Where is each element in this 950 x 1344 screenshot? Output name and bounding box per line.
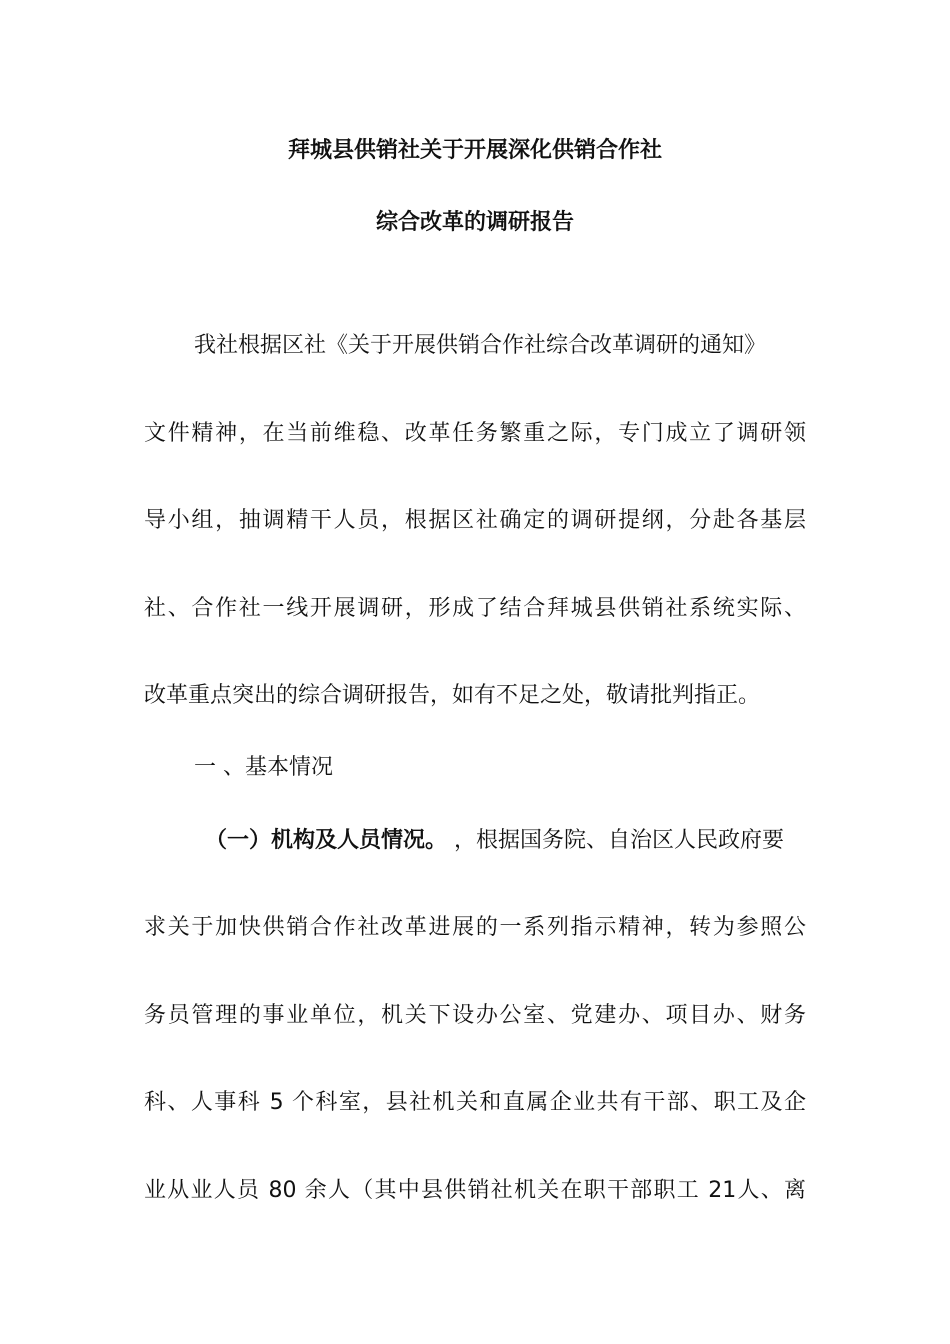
document-title-line-1: 拜城县供销社关于开展深化供销合作社 [287,138,662,163]
paragraph-2-line-2: 务员管理的事业单位，机关下设办公室、党建办、项目办、财务 [144,1003,806,1028]
paragraph-2-line-3: 科、人事科 5 个科室，县社机关和直属企业共有干部、职工及企 [144,1090,806,1115]
document-title-line-2: 综合改革的调研报告 [375,210,574,235]
paragraph-1-line-1: 我社根据区社《关于开展供销合作社综合改革调研的通知》 [194,333,767,358]
section-1-heading: 一 、基本情况 [194,755,333,780]
paragraph-1-line-4: 社、合作社一线开展调研，形成了结合拜城县供销社系统实际、 [144,596,806,621]
paragraph-2-line-1: 求关于加快供销合作社改革进展的一系列指示精神，转为参照公 [144,915,806,940]
subsection-1-first-line-text: ，根据国务院、自治区人民政府要 [447,828,785,853]
subsection-1-heading: （一）机构及人员情况。 [205,828,448,853]
paragraph-1-line-2: 文件精神，在当前维稳、改革任务繁重之际，专门成立了调研领 [144,421,806,446]
paragraph-1-line-5: 改革重点突出的综合调研报告，如有不足之处，敬请批判指正。 [144,683,761,708]
subsection-1-first-line [205,826,806,856]
paragraph-2-line-4: 业从业人员 80 余人（其中县供销社机关在职干部职工 21人、离 [144,1178,806,1203]
paragraph-1-line-3: 导小组，抽调精干人员，根据区社确定的调研提纲，分赴各基层 [144,508,806,533]
